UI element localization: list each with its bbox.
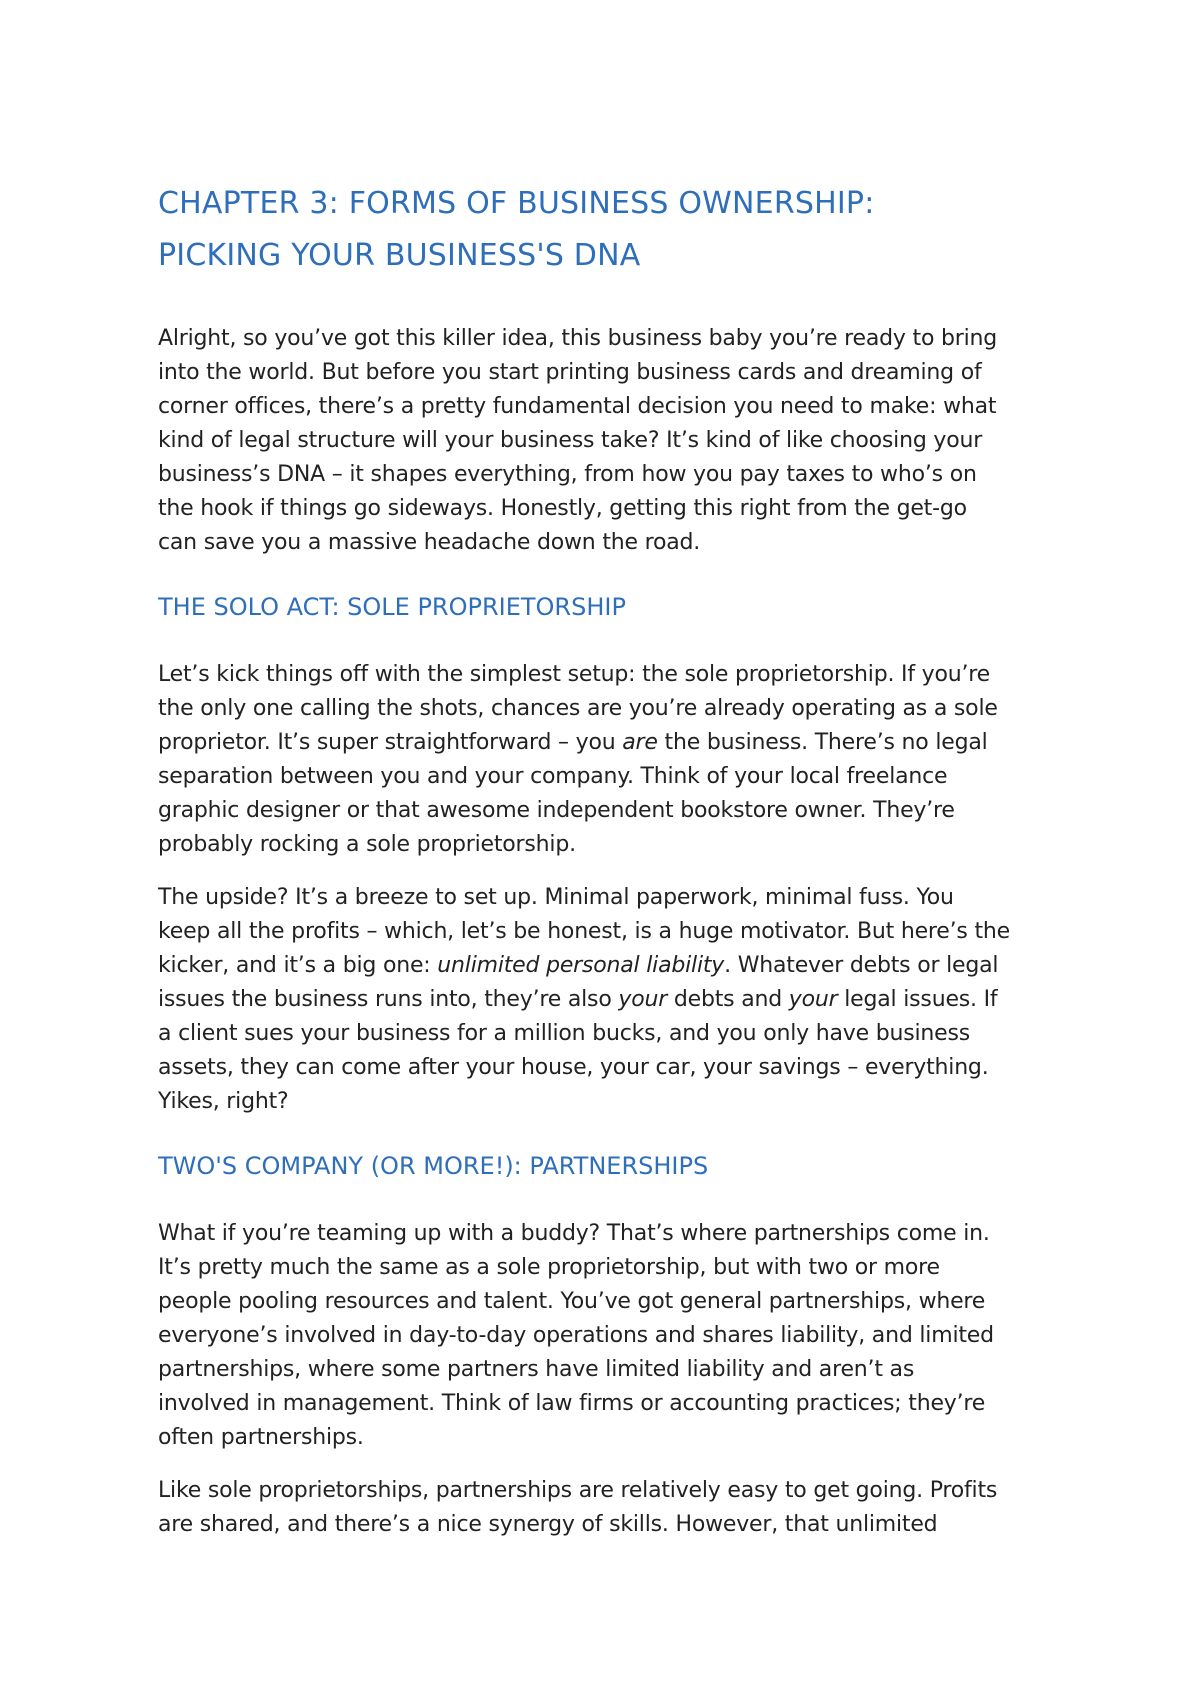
text-line: keep all the profits – which, let’s be honest, is a huge motivator. But here’s the bbox=[158, 919, 1010, 944]
emphasis: your bbox=[618, 987, 668, 1012]
chapter-title-line: PICKING YOUR BUSINESS'S DNA bbox=[158, 238, 641, 273]
text-line: can save you a massive headache down the road. bbox=[158, 530, 701, 555]
text-line bbox=[158, 726, 1058, 760]
text-line: partnerships, where some partners have limited liability and aren’t as bbox=[158, 1357, 915, 1382]
text-line: business’s DNA – it shapes everything, from how you pay taxes to who’s on bbox=[158, 462, 977, 487]
text-line: often partnerships. bbox=[158, 1425, 364, 1450]
text-line: What if you’re teaming up with a buddy? That’s where partnerships come in. bbox=[158, 1221, 990, 1246]
text-line: everyone’s involved in day-to-day operations and shares liability, and limited bbox=[158, 1323, 994, 1348]
text-line: probably rocking a sole proprietorship. bbox=[158, 832, 576, 857]
text-run: proprietor. It’s super straightforward – you bbox=[158, 730, 623, 755]
text-run: debts and bbox=[667, 987, 789, 1012]
emphasis: unlimited personal liability bbox=[437, 953, 725, 978]
chapter-title-line: CHAPTER 3: FORMS OF BUSINESS OWNERSHIP: bbox=[158, 186, 875, 221]
text-line: It’s pretty much the same as a sole proprietorship, but with two or more bbox=[158, 1255, 940, 1280]
text-line: the hook if things go sideways. Honestly, getting this right from the get-go bbox=[158, 496, 967, 521]
emphasis: your bbox=[788, 987, 838, 1012]
text-line: Yikes, right? bbox=[158, 1089, 289, 1114]
text-line: graphic designer or that awesome independent bookstore owner. They’re bbox=[158, 798, 955, 823]
text-run: the business. There’s no legal bbox=[657, 730, 988, 755]
text-line: The upside? It’s a breeze to set up. Minimal paperwork, minimal fuss. You bbox=[158, 885, 954, 910]
text-line: the only one calling the shots, chances are you’re already operating as a sole bbox=[158, 696, 998, 721]
text-run: . Whatever debts or legal bbox=[724, 953, 999, 978]
text-line: Like sole proprietorships, partnerships are relatively easy to get going. Profits bbox=[158, 1478, 998, 1503]
text-run: legal issues. If bbox=[837, 987, 998, 1012]
text-line: are shared, and there’s a nice synergy of skills. However, that unlimited bbox=[158, 1512, 938, 1537]
text-line: Alright, so you’ve got this killer idea, this business baby you’re ready to bring bbox=[158, 326, 998, 351]
text-line: Let’s kick things off with the simplest setup: the sole proprietorship. If you’re bbox=[158, 662, 990, 687]
text-run: kicker, and it’s a big one: bbox=[158, 953, 438, 978]
partnerships-paragraph-2 bbox=[158, 1474, 1058, 1542]
sole-paragraph-1 bbox=[158, 658, 1058, 862]
section-heading-sole-proprietorship: THE SOLO ACT: SOLE PROPRIETORSHIP bbox=[158, 593, 626, 621]
text-line: into the world. But before you start printing business cards and dreaming of bbox=[158, 360, 982, 385]
intro-paragraph bbox=[158, 322, 1058, 560]
text-line: involved in management. Think of law firms or accounting practices; they’re bbox=[158, 1391, 986, 1416]
text-line: kind of legal structure will your business take? It’s kind of like choosing your bbox=[158, 428, 983, 453]
emphasis: are bbox=[622, 730, 658, 755]
partnerships-paragraph-1 bbox=[158, 1217, 1058, 1455]
text-line: a client sues your business for a million bucks, and you only have business bbox=[158, 1021, 970, 1046]
sole-paragraph-2 bbox=[158, 881, 1058, 1119]
text-line: separation between you and your company. Think of your local freelance bbox=[158, 764, 948, 789]
text-line bbox=[158, 949, 1058, 983]
document-page bbox=[158, 178, 1058, 1561]
text-run: issues the business runs into, they’re also bbox=[158, 987, 619, 1012]
text-line: people pooling resources and talent. You’ve got general partnerships, where bbox=[158, 1289, 986, 1314]
section-heading-partnerships: TWO'S COMPANY (OR MORE!): PARTNERSHIPS bbox=[158, 1152, 709, 1180]
text-line: corner offices, there’s a pretty fundamental decision you need to make: what bbox=[158, 394, 997, 419]
text-line: assets, they can come after your house, your car, your savings – everything. bbox=[158, 1055, 989, 1080]
chapter-title bbox=[158, 178, 1058, 282]
text-line bbox=[158, 983, 1058, 1017]
